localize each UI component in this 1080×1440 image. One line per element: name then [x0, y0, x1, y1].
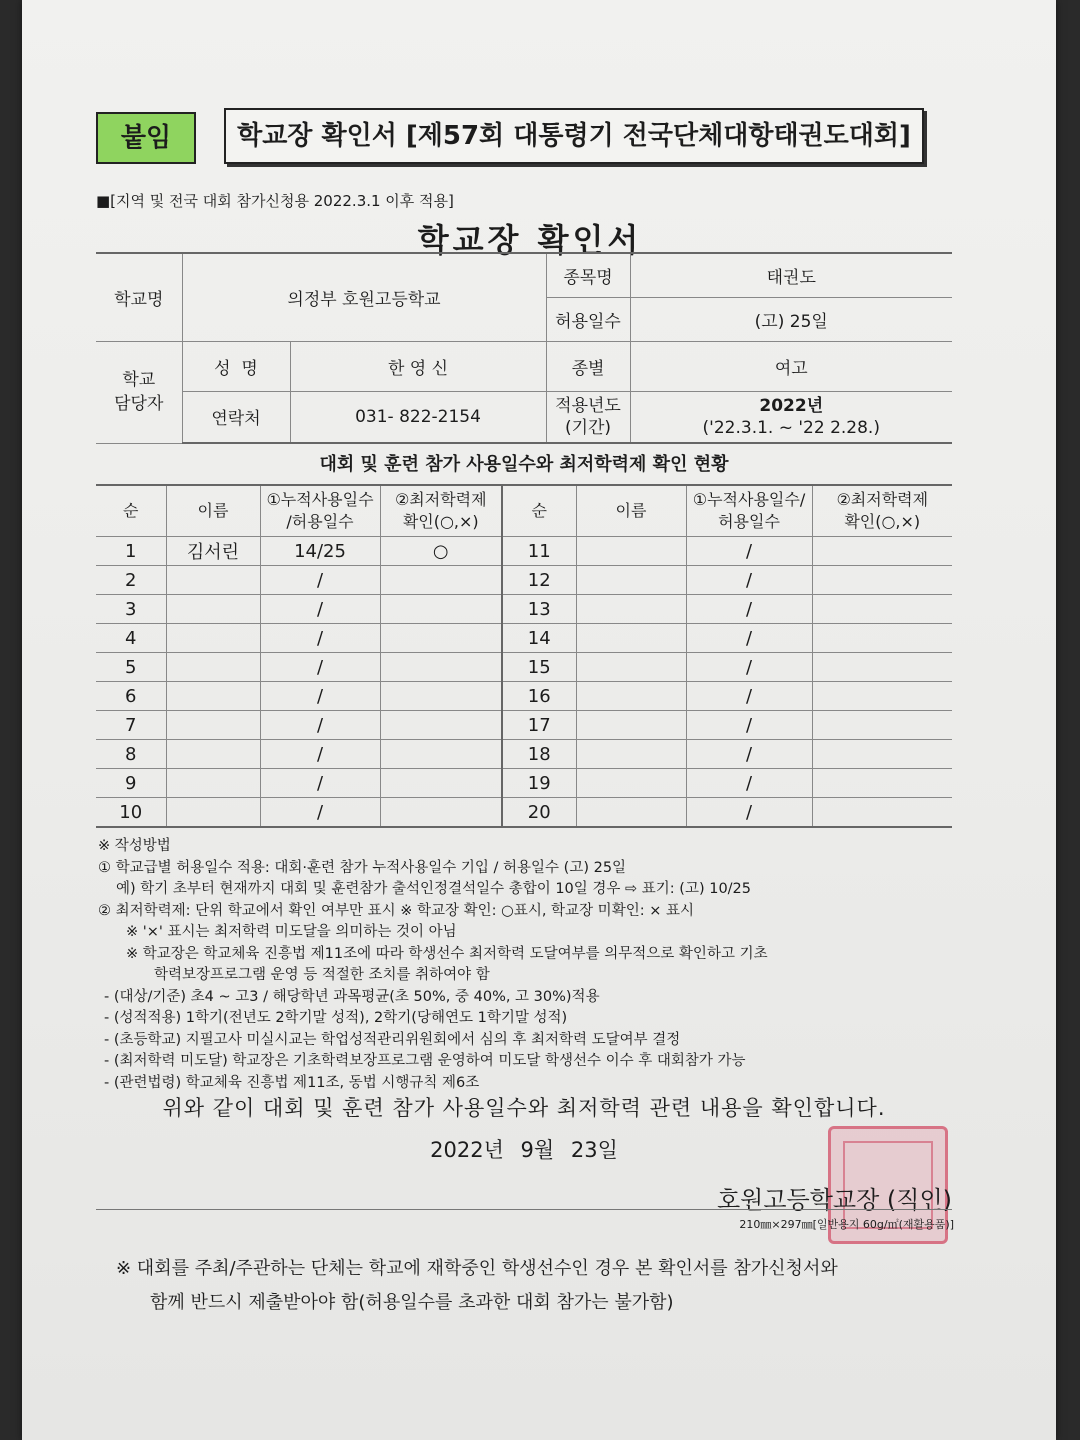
roster-cell: 12	[502, 566, 576, 595]
roster-cell: /	[686, 711, 812, 740]
roster-cell	[166, 566, 260, 595]
year-period: ('22.3.1. ~ '22 2.28.)	[702, 417, 880, 438]
roster-row	[96, 798, 952, 828]
note-line: ② 최저학력제: 단위 학교에서 확인 여부만 표시 ※ 학교장 확인: ○표시, 학교장 미확인: × 표시	[98, 902, 694, 919]
roster-row	[96, 595, 952, 624]
roster-cell: 3	[96, 595, 166, 624]
document-title: 학교장 확인서	[417, 221, 643, 259]
roster-row	[96, 624, 952, 653]
event-label: 종목명	[546, 253, 630, 297]
roster-cell: /	[260, 595, 380, 624]
roster-header: 이름	[576, 485, 686, 537]
roster-cell	[576, 682, 686, 711]
roster-cell: 14	[502, 624, 576, 653]
roster-header: 순	[96, 485, 166, 537]
section-title: 대회 및 훈련 참가 사용일수와 최저학력제 확인 현황	[319, 454, 729, 475]
footer-line: ※ 대회를 주최/주관하는 단체는 학교에 재학중인 학생선수인 경우 본 확인서를 참가신청서와	[116, 1258, 838, 1279]
school-value: 의정부 호원고등학교	[182, 253, 546, 341]
note-line: - (관련법령) 학교체육 진흥법 제11조, 동법 시행규칙 제6조	[104, 1074, 480, 1091]
roster-cell	[812, 740, 952, 769]
roster-cell	[166, 624, 260, 653]
roster-cell: /	[686, 566, 812, 595]
roster-cell	[576, 537, 686, 566]
roster-cell: /	[686, 682, 812, 711]
roster-row	[96, 740, 952, 769]
roster-cell: 김서린	[166, 537, 260, 566]
roster-cell	[380, 682, 502, 711]
allowed-days-label: 허용일수	[546, 297, 630, 341]
roster-cell: 18	[502, 740, 576, 769]
roster-cell: /	[686, 769, 812, 798]
roster-cell: /	[686, 537, 812, 566]
roster-cell	[576, 711, 686, 740]
roster-cell: 15	[502, 653, 576, 682]
roster-cell	[166, 653, 260, 682]
school-label: 학교명	[96, 253, 182, 341]
roster-cell: 20	[502, 798, 576, 828]
year-value: 2022년	[759, 395, 824, 416]
roster-cell	[380, 769, 502, 798]
roster-cell: /	[686, 798, 812, 828]
roster-cell: 11	[502, 537, 576, 566]
roster-cell	[812, 711, 952, 740]
roster-header: ②최저학력제 확인(○,×)	[812, 485, 952, 537]
divider	[96, 1209, 952, 1210]
roster-cell: /	[260, 566, 380, 595]
category-value: 여고	[630, 341, 952, 391]
note-line: ① 학교급별 허용일수 적용: 대회·훈련 참가 누적사용일수 기입 / 허용일수 (고) 25일	[98, 859, 627, 876]
event-value: 태권도	[630, 253, 952, 297]
roster-cell: 9	[96, 769, 166, 798]
roster-cell: 8	[96, 740, 166, 769]
roster-cell	[166, 769, 260, 798]
roster-cell: 13	[502, 595, 576, 624]
allowed-days-value: (고) 25일	[630, 297, 952, 341]
roster-header: ①누적사용일수 /허용일수	[260, 485, 380, 537]
roster-cell	[166, 682, 260, 711]
roster-header: ②최저학력제 확인(○,×)	[380, 485, 502, 537]
attachment-badge: 붙임	[96, 112, 196, 164]
roster-cell	[380, 798, 502, 828]
roster-cell	[812, 653, 952, 682]
roster-cell: /	[260, 798, 380, 828]
roster-header: 순	[502, 485, 576, 537]
athlete-roster-table	[96, 484, 952, 828]
roster-row	[96, 769, 952, 798]
roster-cell	[812, 769, 952, 798]
roster-cell: 19	[502, 769, 576, 798]
header-title: 학교장 확인서 [제57회 대통령기 전국단체대항태권도대회]	[224, 108, 924, 164]
roster-cell: /	[260, 740, 380, 769]
roster-cell	[812, 566, 952, 595]
form-usage-note: ■[지역 및 전국 대회 참가신청용 2022.3.1 이후 적용]	[96, 192, 454, 210]
roster-cell: /	[260, 653, 380, 682]
instructions	[98, 836, 958, 1094]
roster-cell: 1	[96, 537, 166, 566]
issue-date: 2022년 9월 23일	[430, 1138, 618, 1162]
roster-cell	[576, 740, 686, 769]
roster-cell	[166, 711, 260, 740]
roster-cell: /	[260, 682, 380, 711]
note-line: ※ 작성방법	[98, 838, 171, 854]
roster-cell: /	[686, 740, 812, 769]
footer-note	[116, 1252, 956, 1320]
contact-person-label: 학교 담당자	[96, 341, 182, 443]
paper-spec: 210㎜×297㎜[일반용지 60g/㎡(재활용품)]	[739, 1218, 954, 1231]
roster-cell: /	[686, 624, 812, 653]
roster-row	[96, 653, 952, 682]
name-label: 성 명	[182, 341, 290, 391]
note-line: ※ 학교장은 학교체육 진흥법 제11조에 따라 학생선수 최저학력 도달여부를 의무적으로 확인하고 기초	[126, 945, 768, 962]
roster-cell: 6	[96, 682, 166, 711]
confirmation-statement: 위와 같이 대회 및 훈련 참가 사용일수와 최저학력 관련 내용을 확인합니다.	[162, 1096, 886, 1120]
roster-cell	[380, 653, 502, 682]
roster-cell: /	[686, 595, 812, 624]
note-line: - (초등학교) 지필고사 미실시교는 학업성적관리위원회에서 심의 후 최저학력 도달여부 결정	[104, 1031, 681, 1048]
roster-cell	[380, 595, 502, 624]
roster-cell	[380, 624, 502, 653]
roster-cell	[166, 798, 260, 828]
roster-row	[96, 682, 952, 711]
phone-value: 031- 822-2154	[290, 391, 546, 443]
roster-cell: 14/25	[260, 537, 380, 566]
roster-cell: 10	[96, 798, 166, 828]
roster-cell: 7	[96, 711, 166, 740]
category-label: 종별	[546, 341, 630, 391]
roster-cell: ○	[380, 537, 502, 566]
roster-row	[96, 711, 952, 740]
note-line: - (성적적용) 1학기(전년도 2학기말 성적), 2학기(당해연도 1학기말 성적)	[104, 1010, 568, 1026]
roster-row	[96, 566, 952, 595]
roster-cell	[576, 595, 686, 624]
school-info-table	[96, 252, 952, 444]
roster-cell	[166, 740, 260, 769]
roster-cell	[380, 566, 502, 595]
roster-cell: /	[260, 711, 380, 740]
roster-cell	[812, 537, 952, 566]
roster-cell	[576, 624, 686, 653]
year-cell	[630, 391, 952, 443]
note-line: 예) 학기 초부터 현재까지 대회 및 훈련참가 출석인정결석일수 총합이 10일 경우 ⇨ 표기: (고) 10/25	[116, 881, 752, 897]
roster-cell: 16	[502, 682, 576, 711]
year-label: 적용년도 (기간)	[546, 391, 630, 443]
roster-cell	[380, 711, 502, 740]
roster-cell	[166, 595, 260, 624]
roster-cell: 5	[96, 653, 166, 682]
roster-cell	[812, 798, 952, 828]
roster-cell: 4	[96, 624, 166, 653]
name-value: 한 영 신	[290, 341, 546, 391]
note-line: - (대상/기준) 초4 ~ 고3 / 해당학년 과목평균(초 50%, 중 40%, 고 30%)적용	[104, 988, 600, 1005]
footer-line: 함께 반드시 제출받아야 함(허용일수를 초과한 대회 참가는 불가함)	[150, 1292, 674, 1313]
roster-header: ①누적사용일수/ 허용일수	[686, 485, 812, 537]
note-line: 학력보장프로그램 운영 등 적절한 조치를 취하여야 함	[154, 967, 490, 983]
roster-cell	[576, 653, 686, 682]
note-line: ※ '×' 표시는 최저학력 미도달을 의미하는 것이 아님	[126, 924, 457, 940]
note-line: - (최저학력 미도달) 학교장은 기초학력보장프로그램 운영하여 미도달 학생선수 이수 후 대회참가 가능	[104, 1053, 746, 1069]
roster-cell	[576, 566, 686, 595]
roster-cell: 2	[96, 566, 166, 595]
roster-row	[96, 537, 952, 566]
principal-signature: 호원고등학교장 (직인)	[716, 1186, 952, 1214]
roster-cell	[380, 740, 502, 769]
roster-header: 이름	[166, 485, 260, 537]
roster-cell	[812, 595, 952, 624]
roster-cell: 17	[502, 711, 576, 740]
roster-cell: /	[260, 769, 380, 798]
roster-cell: /	[686, 653, 812, 682]
roster-cell	[576, 798, 686, 828]
phone-label: 연락처	[182, 391, 290, 443]
roster-cell: /	[260, 624, 380, 653]
roster-cell	[576, 769, 686, 798]
roster-cell	[812, 682, 952, 711]
roster-cell	[812, 624, 952, 653]
